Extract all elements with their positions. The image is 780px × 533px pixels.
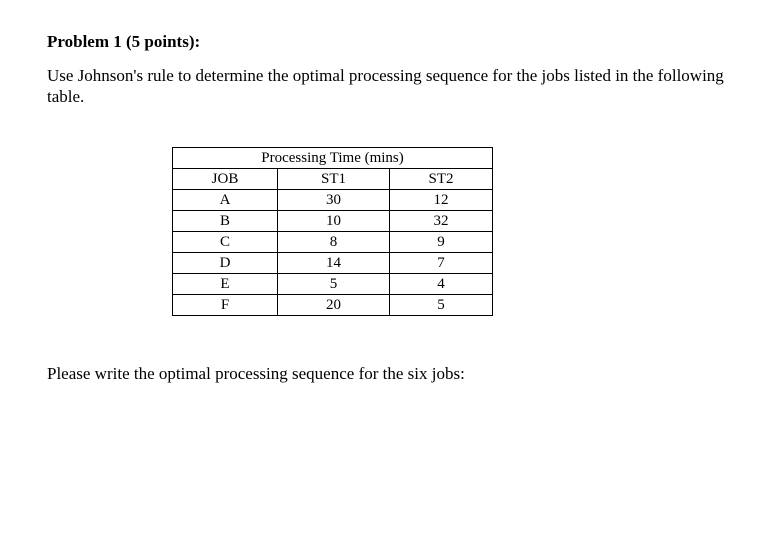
job-cell: E — [173, 274, 278, 295]
column-header-st1: ST1 — [278, 169, 390, 190]
st1-cell: 10 — [278, 211, 390, 232]
st1-cell: 14 — [278, 253, 390, 274]
job-cell: B — [173, 211, 278, 232]
processing-time-table — [172, 147, 493, 316]
table-row — [173, 232, 493, 253]
table-row — [173, 253, 493, 274]
column-header-job: JOB — [173, 169, 278, 190]
table-row — [173, 274, 493, 295]
st2-cell: 9 — [390, 232, 493, 253]
table-row — [173, 295, 493, 316]
job-cell: F — [173, 295, 278, 316]
st2-cell: 7 — [390, 253, 493, 274]
st1-cell: 30 — [278, 190, 390, 211]
job-cell: D — [173, 253, 278, 274]
st2-cell: 5 — [390, 295, 493, 316]
problem-instruction: Use Johnson's rule to determine the optimal processing sequence for the jobs listed in the following table. — [47, 66, 724, 106]
table-row — [173, 211, 493, 232]
table-group-header: Processing Time (mins) — [173, 148, 493, 169]
job-cell: C — [173, 232, 278, 253]
table-column-header-row — [173, 169, 493, 190]
st1-cell: 8 — [278, 232, 390, 253]
problem-title: Problem 1 (5 points): — [47, 32, 201, 51]
st1-cell: 5 — [278, 274, 390, 295]
st2-cell: 4 — [390, 274, 493, 295]
st1-cell: 20 — [278, 295, 390, 316]
job-cell: A — [173, 190, 278, 211]
st2-cell: 12 — [390, 190, 493, 211]
table-row — [173, 190, 493, 211]
table-group-header-row — [173, 148, 493, 169]
st2-cell: 32 — [390, 211, 493, 232]
question-prompt: Please write the optimal processing sequence for the six jobs: — [47, 364, 465, 383]
column-header-st2: ST2 — [390, 169, 493, 190]
